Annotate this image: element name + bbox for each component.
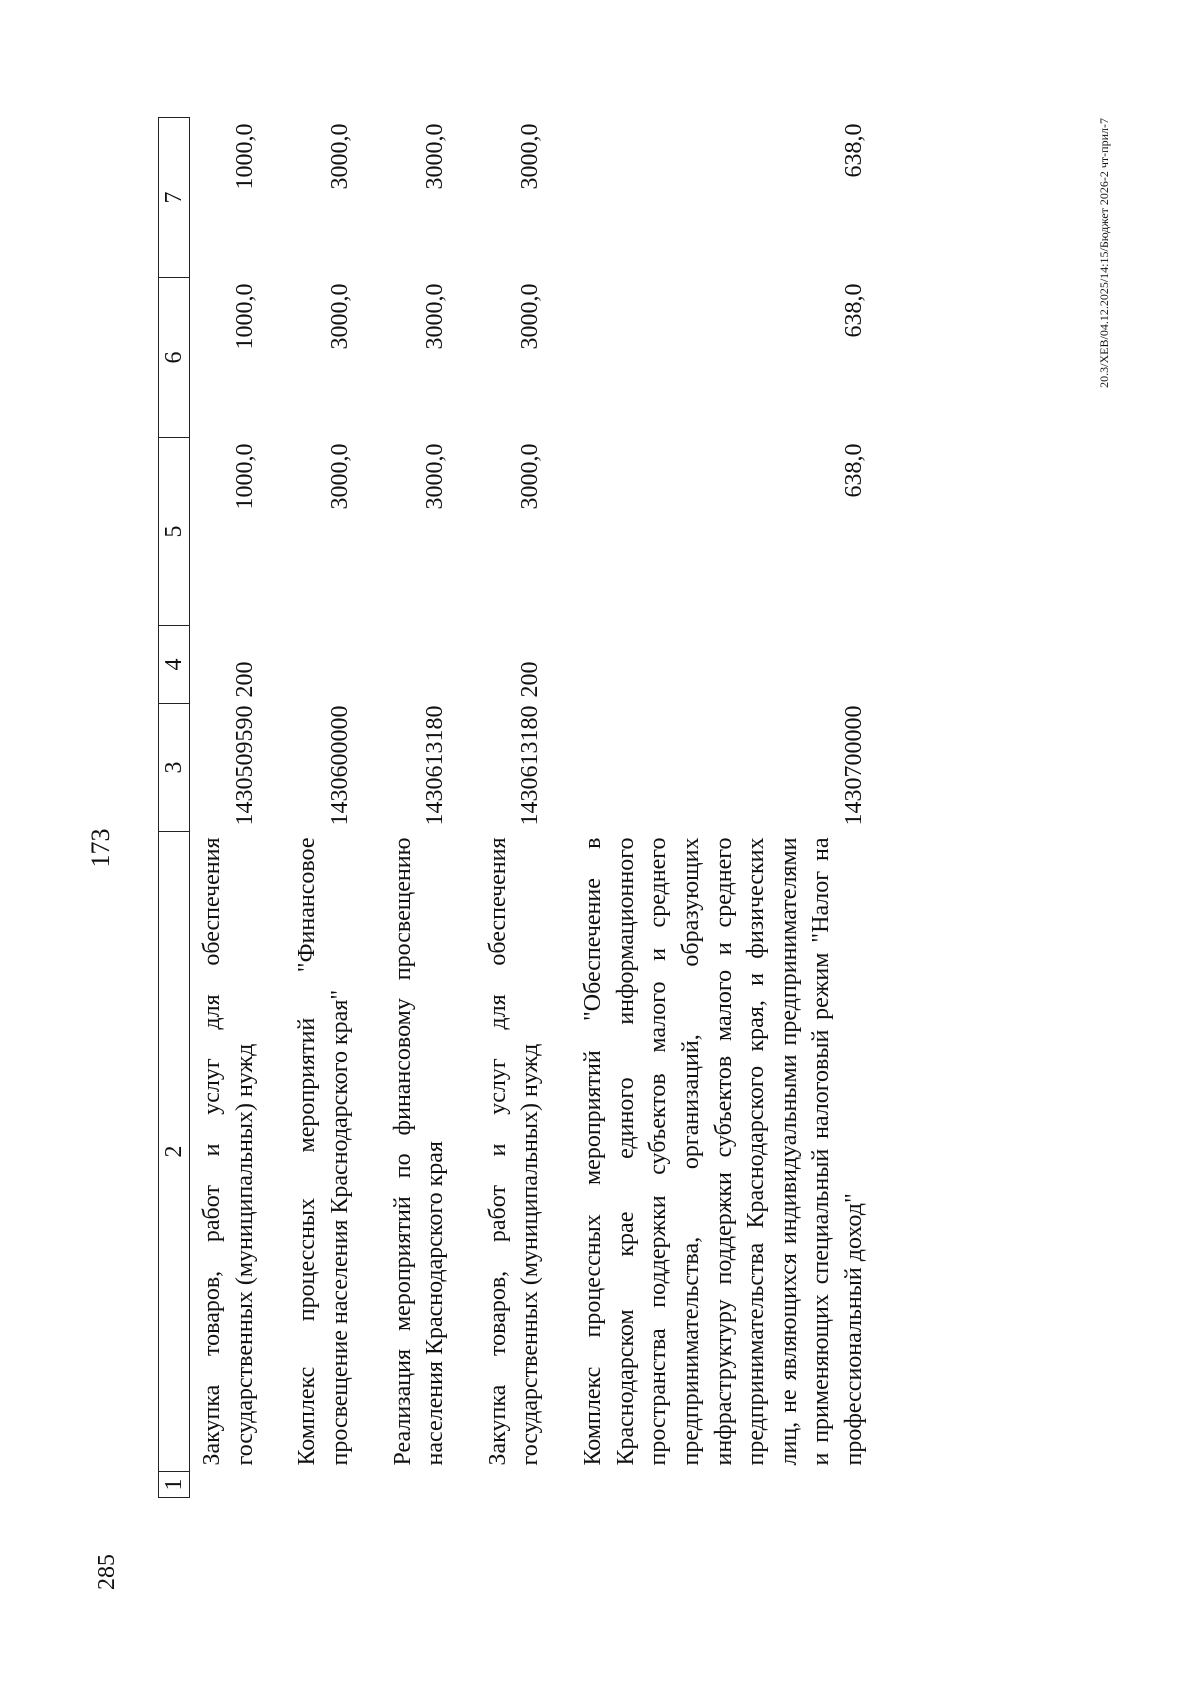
row-index-cell (381, 1472, 476, 1498)
row-value-col5: 3000,0 (326, 443, 353, 510)
row-name: Закупка товаров, работ и услуг для обеспечения государственных (муниципальных) нужд (484, 837, 544, 1466)
table-row (190, 118, 286, 1498)
row-value-col7: 1000,0 (231, 123, 258, 190)
row-value-col5: 3000,0 (517, 443, 544, 510)
column-header: 7 (159, 118, 190, 278)
row-index-cell (571, 1472, 895, 1498)
row-value-col6: 3000,0 (517, 283, 544, 350)
row-index-cell (476, 1472, 571, 1498)
row-group (571, 626, 895, 704)
row-code: 1430509590 (231, 705, 258, 826)
document-stamp: 20.3/XEB/04.12.2025/14:15/Бюджет 2026-2 чт-прил-7 (1097, 118, 1111, 388)
row-value-col6: 1000,0 (231, 283, 258, 350)
row-code: 1430600000 (326, 705, 353, 826)
row-group (285, 626, 380, 704)
row-group: 200 (231, 661, 258, 698)
column-header: 1 (159, 1472, 190, 1498)
row-name: Комплекс процессных мероприятий "Обеспечение в Краснодарском крае единого информационного пространства поддержки субъектов малого и среднего предпринимательства, организаций, образующих инфраструктуру поддержки субъектов малого и среднего предпринимательства Краснодарского края, и физических лиц, не являющихся индивидуальными предпринимателями и применяющих специальный налоговый режим "Налог на профессиональный доход" (580, 837, 867, 1466)
row-group (381, 626, 476, 704)
row-value-col7: 3000,0 (422, 123, 449, 190)
row-value-col6: 638,0 (841, 283, 867, 338)
column-header: 2 (159, 832, 190, 1472)
budget-table (158, 117, 895, 1498)
row-value-col7: 3000,0 (517, 123, 544, 190)
row-index-cell (190, 1472, 286, 1498)
column-header: 6 (159, 278, 190, 438)
row-name: Реализация мероприятий по финансовому просвещению населения Краснодарского края (389, 837, 449, 1466)
column-header: 4 (159, 626, 190, 704)
row-code: 1430613180 (517, 705, 544, 826)
table-row (571, 118, 895, 1498)
row-code: 1430613180 (422, 705, 449, 826)
row-value-col7: 3000,0 (326, 123, 353, 190)
document-page (80, 98, 1120, 1598)
table-row (381, 118, 476, 1498)
row-value-col6: 3000,0 (422, 283, 449, 350)
row-value-col7: 638,0 (841, 123, 867, 178)
table-header (159, 118, 190, 1498)
row-value-col5: 3000,0 (422, 443, 449, 510)
row-index-cell (285, 1472, 380, 1498)
row-value-col5: 1000,0 (231, 443, 258, 510)
table-row (285, 118, 380, 1498)
table-row (476, 118, 571, 1498)
row-value-col5: 638,0 (841, 443, 867, 498)
row-value-col6: 3000,0 (326, 283, 353, 350)
row-name: Закупка товаров, работ и услуг для обеспечения государственных (муниципальных) нужд (199, 837, 258, 1466)
row-code: 1430700000 (841, 705, 867, 826)
sheet-number: 285 (94, 1554, 120, 1590)
row-group: 200 (517, 661, 544, 698)
row-name: Комплекс процессных мероприятий "Финансовое просвещение населения Краснодарского края" (294, 837, 353, 1466)
column-header: 5 (159, 438, 190, 626)
column-header: 3 (159, 704, 190, 832)
page-number-top: 173 (86, 828, 115, 868)
